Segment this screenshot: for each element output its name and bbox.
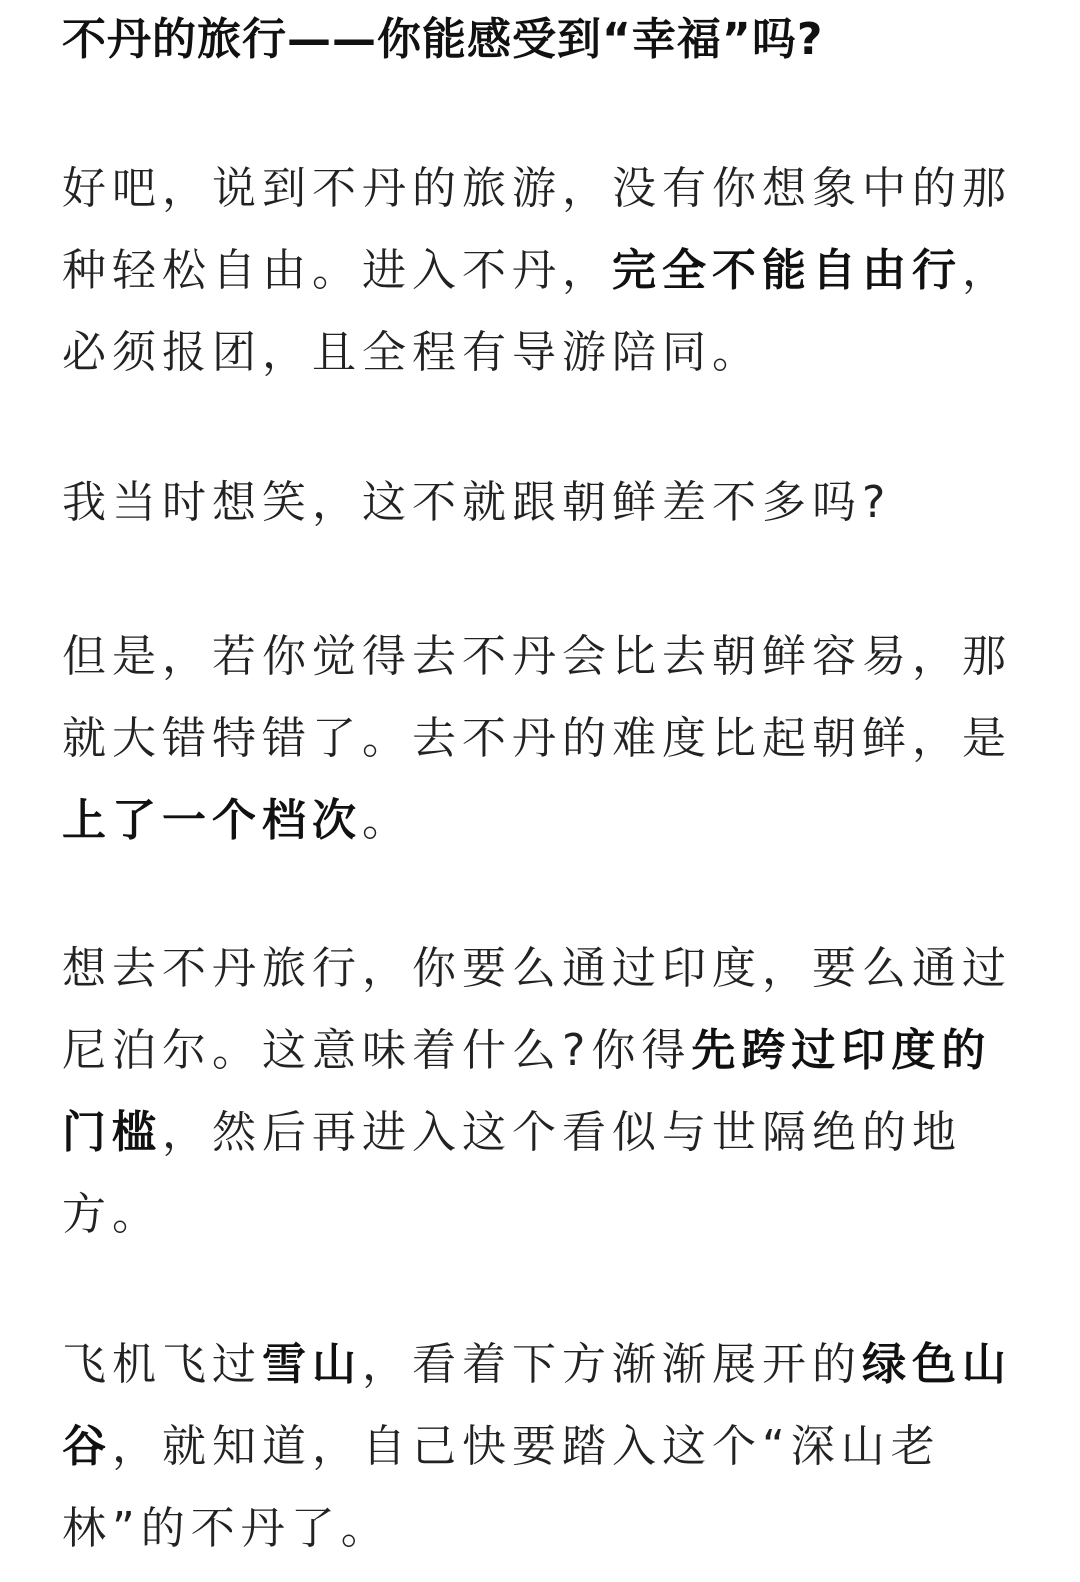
paragraph-text: 但是，若你觉得去不丹会比去朝鲜容易，那就大错特错了。去不丹的难度比起朝鲜，是 xyxy=(62,631,1012,764)
paragraph-text: 想去不丹旅行，你要么通过印度，要么通过尼泊尔。这意味着什么?你得 xyxy=(62,943,1012,1076)
paragraph-4 xyxy=(62,928,1012,1256)
bold-text: 完全不能自由行 xyxy=(612,245,962,296)
bold-text: 雪山 xyxy=(262,1339,362,1390)
bold-text: 先跨过印度的门槛 xyxy=(62,1025,992,1158)
bold-text: 上了一个档次 xyxy=(62,795,362,846)
paragraph-text: ，必须报团，且全程有导游陪同。 xyxy=(62,245,1012,378)
bold-text: 绿色山谷 xyxy=(62,1339,1012,1472)
paragraph-text: 飞机飞过 xyxy=(62,1339,262,1390)
paragraph-text: ，看着下方渐渐展开的 xyxy=(362,1339,862,1390)
paragraph-text: ，就知道，自己快要踏入这个“深山老林”的不丹了。 xyxy=(62,1421,941,1554)
paragraph-3 xyxy=(62,616,1012,862)
paragraph-text: 好吧，说到不丹的旅游，没有你想象中的那种轻松自由。进入不丹， xyxy=(62,163,1012,296)
article-title: 不丹的旅行——你能感受到“幸福”吗? xyxy=(62,14,824,65)
paragraph-1 xyxy=(62,148,1012,394)
paragraph-5 xyxy=(62,1324,1012,1570)
paragraph-text: 。 xyxy=(362,795,412,846)
paragraph-text: ，然后再进入这个看似与世隔绝的地方。 xyxy=(62,1107,962,1240)
paragraph-text: 我当时想笑，这不就跟朝鲜差不多吗? xyxy=(62,477,892,528)
paragraph-2 xyxy=(62,462,1012,544)
